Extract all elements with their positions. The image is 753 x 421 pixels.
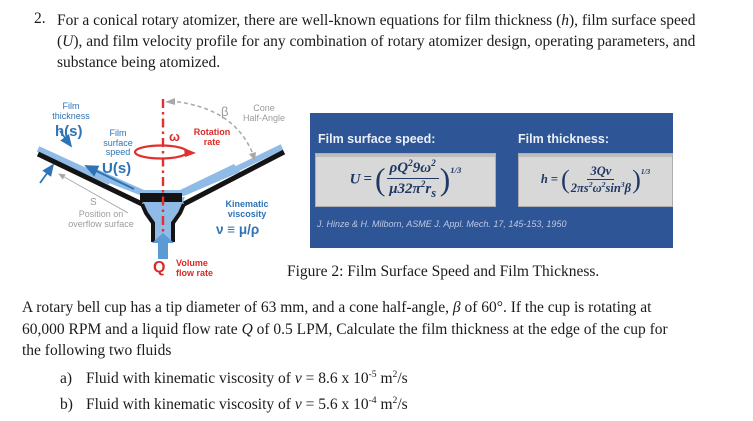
flow-label (176, 259, 230, 278)
eq-term: 9ω (412, 160, 432, 177)
position-label-line2: overflow surface (68, 218, 134, 229)
problem-text-segment: ), film surface speed ( (57, 12, 696, 50)
film-thickness-equation-box (518, 153, 673, 207)
eq-exponent: 2 (431, 159, 436, 170)
eq-exponent: 2 (408, 159, 413, 170)
symbol-h: h (561, 12, 569, 29)
eq-speed-fraction (387, 159, 439, 201)
half-angle-arrow-start (165, 98, 175, 105)
reference-citation: J. Hinze & H. Milborn, ASME J. Appl. Mech. 17, 145-153, 1950 (317, 219, 567, 229)
film-surface-speed-equation-box (315, 153, 496, 207)
viscosity-label-line1: Kinematic (225, 199, 269, 209)
film-speed-label-line1: Film (109, 128, 127, 138)
unit-exponent: 2 (392, 394, 398, 406)
position-symbol: S (90, 197, 97, 208)
symbol-beta: β (452, 299, 461, 316)
close-paren: ) (632, 164, 641, 194)
eq-speed-numerator (387, 159, 439, 179)
question-text-segment: of 0.5 LPM, Calculate the film thickness at the edge of the cup for the following two fluids (22, 320, 668, 359)
film-thickness-equation (541, 164, 650, 196)
half-angle-label (234, 104, 294, 123)
half-angle-symbol: β (221, 104, 229, 119)
viscosity-value: = 8.6 x 10 (301, 370, 369, 388)
close-paren: ) (439, 161, 451, 197)
rotation-label (187, 128, 237, 147)
half-angle-label-line2: Half-Angle (242, 112, 286, 123)
film-speed-label (94, 129, 142, 158)
rotation-ellipse (135, 146, 187, 159)
problem-text-segment: ), and film velocity profile for any combination of rotary atomizer design, operating parameters, and substance being atomized. (57, 33, 696, 71)
eq-thickness-lhs: h (540, 171, 548, 186)
hub-bar (140, 193, 182, 202)
flow-symbol: Q (153, 259, 166, 276)
problem-statement (57, 10, 707, 73)
viscosity-symbol: ν ≡ μ/ρ (216, 222, 260, 237)
unit-text: m (376, 370, 393, 388)
film-thickness-symbol: h(s) (55, 123, 83, 140)
problem-text-segment: For a conical rotary atomizer, there are well-known equations for film thickness ( (57, 12, 562, 29)
position-label (54, 210, 148, 229)
eq-term: r (425, 181, 432, 198)
eq-term: ρQ (389, 160, 409, 177)
right-cone-wall (184, 152, 284, 204)
list-item-marker: a) (60, 370, 73, 388)
eq-exponent: 2 (601, 180, 606, 190)
film-thickness-label-line2: thickness (52, 110, 90, 121)
eq-speed-lhs: U (349, 171, 361, 188)
figure-caption: Figure 2: Film Surface Speed and Film Thickness. (287, 263, 600, 280)
eq-speed-denominator (389, 179, 436, 200)
film-surface-speed-equation (350, 159, 462, 201)
rotation-label-line2: rate (203, 136, 221, 147)
unit-text: /s (397, 396, 408, 414)
eq-term: 2πs (570, 181, 589, 196)
rotation-arrowhead (184, 148, 196, 157)
eq-exponent: 2 (588, 180, 593, 190)
question-text-segment: A rotary bell cup has a tip diameter of 63 mm, and a cone half-angle, (22, 299, 453, 316)
film-speed-label-line2: surface (103, 137, 133, 148)
symbol-nu: ν (294, 396, 302, 414)
eq-term: 3Qν (590, 164, 612, 179)
rotation-label-line1: Rotation (193, 127, 231, 137)
eq-subscript: s (431, 186, 437, 201)
viscosity-label (214, 200, 280, 219)
question-text-segment: of 60°. If the cup is rotating at 60,000 RPM and a liquid flow rate (22, 299, 652, 338)
atomizer-diagram (28, 93, 313, 288)
list-item-text: Fluid with kinematic viscosity of (86, 370, 295, 388)
eq-exponent: 3 (620, 180, 625, 190)
eq-thickness-fraction (571, 164, 631, 196)
flow-label-line2: flow rate (176, 267, 214, 278)
symbol-Q: Q (241, 320, 253, 338)
symbol-nu: ν (294, 370, 302, 388)
film-thickness-label (44, 102, 98, 121)
question-paragraph (22, 297, 690, 362)
rotation-symbol: ω (169, 129, 180, 144)
film-speed-symbol: U(s) (102, 160, 132, 177)
list-item-text: Fluid with kinematic viscosity of (86, 396, 295, 414)
list-item (60, 390, 408, 416)
symbol-U: U (62, 33, 74, 50)
unit-text: m (376, 396, 393, 414)
film-thickness-arrow-lower (40, 165, 53, 183)
right-film-layer (216, 147, 282, 179)
film-surface-speed-heading: Film surface speed: (318, 132, 436, 146)
unit-text: /s (397, 370, 408, 388)
film-speed-label-line3: speed (105, 147, 131, 158)
film-thickness-label-line1: Film (62, 101, 80, 111)
eq-term: μ32π (389, 181, 421, 198)
position-label-line1: Position on (78, 209, 124, 219)
open-paren: ( (560, 164, 570, 194)
eq-term: sin (605, 181, 621, 196)
eq-term: β (624, 181, 632, 196)
list-item-marker: b) (60, 396, 73, 414)
equations-panel (310, 113, 673, 248)
film-thickness-heading: Film thickness: (518, 132, 609, 146)
problem-number: 2. (34, 10, 46, 27)
viscosity-exponent: -5 (368, 369, 377, 380)
eq-thickness-outer-exponent: 1/3 (640, 167, 651, 176)
eq-thickness-equals: = (550, 171, 558, 186)
flow-label-line1: Volume (176, 258, 208, 268)
eq-thickness-denominator (571, 180, 631, 196)
viscosity-label-line2: viscosity (227, 208, 267, 219)
half-angle-label-line1: Cone (253, 103, 275, 113)
eq-speed-outer-exponent: 1/3 (450, 164, 462, 175)
fluid-list (60, 364, 408, 416)
eq-speed-equals: = (363, 171, 373, 188)
viscosity-value: = 5.6 x 10 (301, 396, 369, 414)
eq-term: ω (592, 181, 602, 196)
eq-thickness-numerator (587, 164, 614, 180)
open-paren: ( (375, 161, 386, 197)
unit-exponent: 2 (392, 369, 398, 380)
list-item (60, 364, 408, 390)
viscosity-exponent: -4 (368, 394, 377, 406)
eq-exponent: 2 (420, 180, 426, 191)
